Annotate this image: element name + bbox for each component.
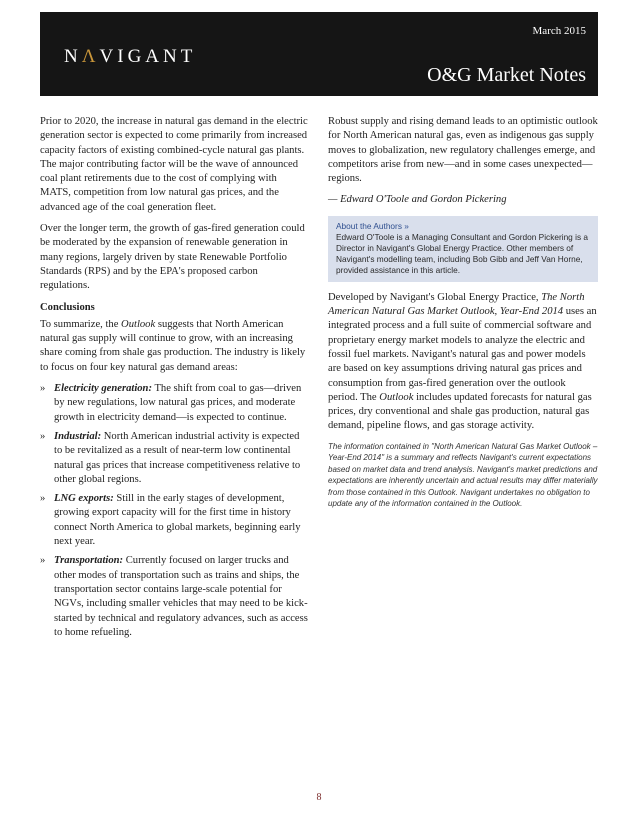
conclusions-heading: Conclusions xyxy=(40,301,95,313)
publication-title: O&G Market Notes xyxy=(427,64,586,86)
demand-areas-list xyxy=(40,382,308,640)
bullet-marker: » xyxy=(40,555,46,567)
page-number: 8 xyxy=(316,792,322,803)
left-column xyxy=(40,115,308,645)
navigant-logo xyxy=(64,46,196,68)
list-item: » LNG exports: Still in the early stages of development, growing export capacity will for the first time in history connect North America to global markets, beginning early next year. xyxy=(40,493,301,548)
logo-text-start: N xyxy=(64,46,82,67)
list-item: » Transportation: Currently focused on larger trucks and other modes of transportation such as trains and ships, the transportation sector contains large-scale potential for NGVs, including smaller vehicles that may need to be kick-started by technical and regulatory advances, such as access to home refueling. xyxy=(40,555,308,638)
logo-accent-glyph: Λ xyxy=(81,46,100,67)
list-item: » Industrial: North American industrial activity is expected to be revitalized as a result of near-term low continental natural gas prices that increase competitiveness relative to other global regions. xyxy=(40,430,301,485)
author-attribution: — Edward O'Toole and Gordon Pickering xyxy=(328,194,507,206)
bullet-marker: » xyxy=(40,430,46,442)
list-item: » Electricity generation: The shift from coal to gas—driven by new regulations, low natural gas prices, and moderate growth in electricity demand—is expected to continue. xyxy=(40,383,302,423)
right-column xyxy=(328,115,598,517)
bullet-marker: » xyxy=(40,493,46,505)
paragraph-renewables: Over the longer term, the growth of gas-fired generation could be moderated by the expansion of renewable generation in many regions, largely driven by state Renewable Portfolio Standards (RPS) and by the EPA's proposed carbon regulations. xyxy=(40,223,305,292)
paragraph-summary: To summarize, the Outlook suggests that North American natural gas supply will continue to grow, with an increasing share coming from shale gas production. The industry is likely to focus on four key natural gas demand areas: xyxy=(40,318,306,373)
paragraph-methodology: Developed by Navigant's Global Energy Practice, The North American Natural Gas Market Outlook, Year-End 2014 uses an integrated process and a full suite of commercial software and proprietary energy market models to analyze the electric and fossil fuel markets. Navigant's natural gas and power models are based on key assumptions driving natural gas prices and consumption from gas-fired generation over the outlook period. The Outlook includes updated forecasts for natural gas prices, dry conventional and shale gas production, natural gas demand, pipeline flows, and gas storage activity. xyxy=(328,291,597,432)
paragraph-electric-generation: Prior to 2020, the increase in natural gas demand in the electric generation sector is expected to come primarily from increased capacity factors of existing combined-cycle natural gas plants. The major contributing factor will be the wave of announced coal plant retirements due to the cost of complying with MATS, competition from low natural gas prices, and the advanced age of the coal generation fleet. xyxy=(40,116,308,213)
paragraph-outlook: Robust supply and rising demand leads to an optimistic outlook for North American natural gas, even as indigenous gas supply moves to globalization, new regulatory challenges emerge, and competitors arise from new—and in some cases unexpected—regions. xyxy=(328,116,598,185)
header-banner xyxy=(40,12,598,96)
logo-text-end: VIGANT xyxy=(99,46,197,67)
about-authors-text: Edward O'Toole is a Managing Consultant and Gordon Pickering is a Director in Navigant's Global Energy Practice. Other members of Navigant's modelling team, including Bob Gibb and Jeff Van Horne, provided assistance in this article. xyxy=(336,231,589,275)
disclaimer: The information contained in "North American Natural Gas Market Outlook – Year-End 2014" is a summary and reflects Navigant's current expectations based on market data and trend analysis. Navigant's market predictions and expectations are inherently uncertain and actual results may differ materially from those contained in this Outlook. Navigant undertakes no obligation to update any of the information contained in the Outlook. xyxy=(328,441,598,509)
about-authors-heading: About the Authors » xyxy=(336,220,409,231)
issue-date: March 2015 xyxy=(532,25,586,37)
bullet-marker: » xyxy=(40,383,46,395)
about-authors-box xyxy=(328,216,598,282)
